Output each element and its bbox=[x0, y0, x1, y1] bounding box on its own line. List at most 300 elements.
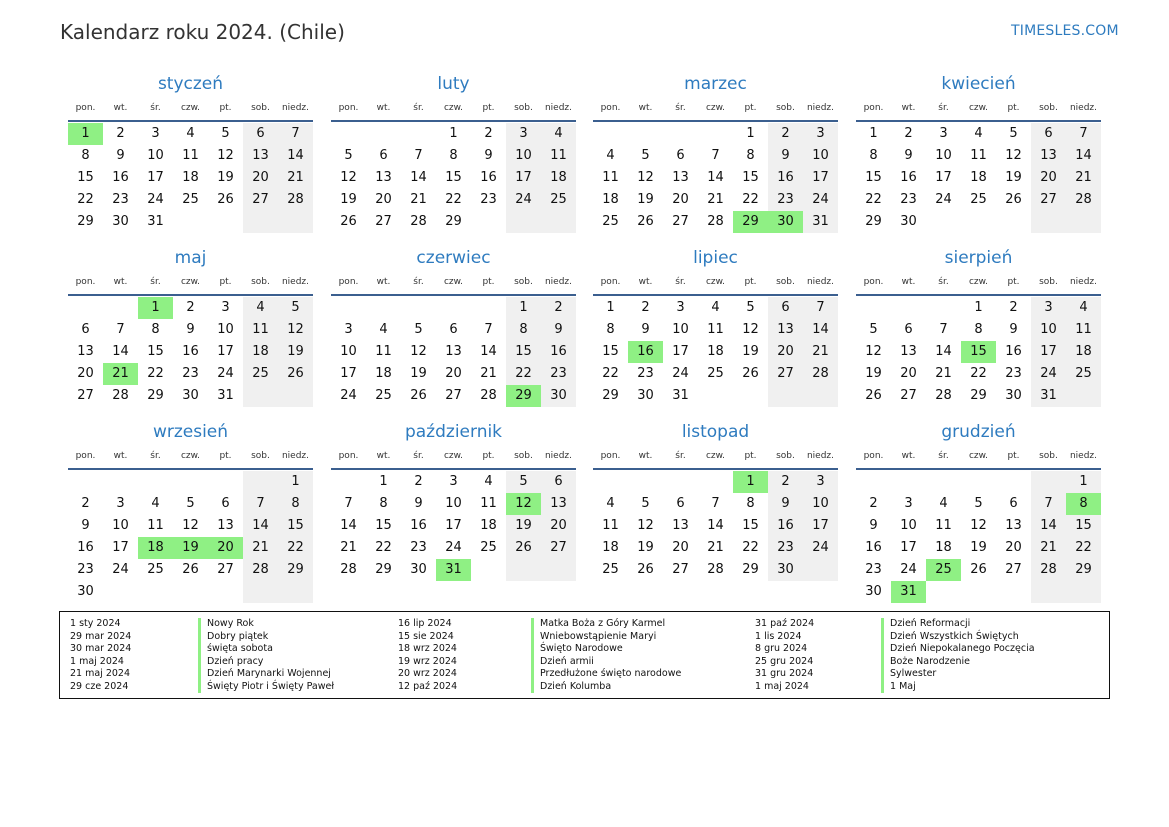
weekday-label: sob. bbox=[1039, 103, 1058, 113]
day-cell: 21 bbox=[480, 366, 497, 381]
day-grid bbox=[68, 123, 313, 233]
day-cell: 28 bbox=[803, 363, 838, 385]
weekday-label: śr. bbox=[938, 103, 949, 113]
day-cell: 5 bbox=[869, 322, 878, 337]
day-cell: 31 bbox=[217, 388, 234, 403]
day-cell: 10 bbox=[340, 344, 357, 359]
empty-cell bbox=[366, 297, 401, 319]
day-cell: 25 bbox=[707, 366, 724, 381]
weekday-label: pt. bbox=[219, 451, 232, 461]
weekday-label: pt. bbox=[1007, 277, 1020, 287]
day-cell: 23 bbox=[410, 540, 427, 555]
day-cell: 22 bbox=[1066, 537, 1101, 559]
empty-cell bbox=[173, 471, 208, 493]
day-cell: 7 bbox=[711, 148, 720, 163]
day-cell: 1 bbox=[606, 300, 615, 315]
day-cell: 11 bbox=[707, 322, 724, 337]
day-cell: 10 bbox=[112, 518, 129, 533]
day-cell: 20 bbox=[541, 515, 576, 537]
day-cell: 3 bbox=[1031, 297, 1066, 319]
weekday-label: pt. bbox=[744, 103, 757, 113]
legend-holiday-name: Święto Narodowe bbox=[531, 643, 681, 656]
weekday-label: niedz. bbox=[806, 451, 835, 461]
legend-date: 25 gru 2024 bbox=[755, 655, 814, 667]
day-cell: 26 bbox=[410, 388, 427, 403]
empty-cell bbox=[733, 385, 768, 407]
day-cell: 25 bbox=[970, 192, 987, 207]
day-cell: 22 bbox=[77, 192, 94, 207]
day-cell: 3 bbox=[676, 300, 685, 315]
legend-date: 20 wrz 2024 bbox=[398, 668, 457, 679]
legend-date: 1 lis 2024 bbox=[755, 630, 802, 642]
empty-cell bbox=[68, 297, 103, 319]
day-cell: 13 bbox=[445, 344, 462, 359]
day-cell: 16 bbox=[182, 344, 199, 359]
site-brand-link[interactable]: TIMESLES.COM bbox=[1011, 23, 1119, 39]
day-cell: 5 bbox=[278, 297, 313, 319]
day-cell: 28 bbox=[935, 388, 952, 403]
day-cell: 3 bbox=[449, 474, 458, 489]
day-cell: 12 bbox=[410, 344, 427, 359]
day-cell: 4 bbox=[974, 126, 983, 141]
day-cell: 1 bbox=[278, 471, 313, 493]
day-cell: 18 bbox=[602, 540, 619, 555]
empty-cell bbox=[471, 211, 506, 233]
day-cell: 9 bbox=[768, 493, 803, 515]
day-cell: 14 bbox=[278, 145, 313, 167]
weekday-header bbox=[331, 444, 576, 470]
holiday-day-cell: 31 bbox=[891, 581, 926, 603]
empty-cell bbox=[138, 471, 173, 493]
legend-date-column bbox=[70, 618, 131, 693]
day-cell: 10 bbox=[147, 148, 164, 163]
day-cell: 17 bbox=[672, 344, 689, 359]
weekday-header bbox=[331, 96, 576, 122]
day-cell: 30 bbox=[865, 584, 882, 599]
day-cell: 10 bbox=[445, 496, 462, 511]
day-cell: 23 bbox=[900, 192, 917, 207]
day-cell: 16 bbox=[541, 341, 576, 363]
weekday-header bbox=[856, 96, 1101, 122]
day-cell: 16 bbox=[112, 170, 129, 185]
holiday-day-cell: 20 bbox=[208, 537, 243, 559]
weekday-label: pt. bbox=[482, 277, 495, 287]
day-cell: 25 bbox=[375, 388, 392, 403]
weekday-label: czw. bbox=[705, 277, 726, 287]
month-block bbox=[593, 420, 838, 581]
day-cell: 22 bbox=[602, 366, 619, 381]
day-cell: 4 bbox=[606, 496, 615, 511]
day-cell: 28 bbox=[480, 388, 497, 403]
day-cell: 12 bbox=[970, 518, 987, 533]
empty-cell bbox=[278, 581, 313, 603]
day-cell: 15 bbox=[147, 344, 164, 359]
empty-cell bbox=[331, 123, 366, 145]
day-cell: 1 bbox=[869, 126, 878, 141]
day-cell: 14 bbox=[707, 518, 724, 533]
day-cell: 29 bbox=[742, 562, 759, 577]
day-cell: 16 bbox=[77, 540, 94, 555]
weekday-label: pon. bbox=[75, 451, 96, 461]
day-cell: 26 bbox=[217, 192, 234, 207]
day-cell: 19 bbox=[410, 366, 427, 381]
day-cell: 9 bbox=[869, 518, 878, 533]
day-cell: 9 bbox=[186, 322, 195, 337]
day-cell: 11 bbox=[602, 170, 619, 185]
day-cell: 28 bbox=[410, 214, 427, 229]
empty-cell bbox=[331, 471, 366, 493]
day-cell: 26 bbox=[637, 214, 654, 229]
day-cell: 16 bbox=[768, 167, 803, 189]
day-cell: 18 bbox=[602, 192, 619, 207]
legend-date: 30 mar 2024 bbox=[70, 643, 132, 654]
day-cell: 11 bbox=[1066, 319, 1101, 341]
holiday-day-cell: 18 bbox=[138, 537, 173, 559]
weekday-label: pon. bbox=[600, 451, 621, 461]
empty-cell bbox=[366, 123, 401, 145]
day-cell: 11 bbox=[541, 145, 576, 167]
day-cell: 17 bbox=[900, 540, 917, 555]
day-cell: 1 bbox=[746, 126, 755, 141]
legend-holiday-name: Dzień Wszystkich Świętych bbox=[881, 631, 1035, 644]
empty-cell bbox=[663, 471, 698, 493]
weekday-header bbox=[856, 270, 1101, 296]
day-cell: 21 bbox=[803, 341, 838, 363]
day-cell: 18 bbox=[375, 366, 392, 381]
weekday-label: czw. bbox=[705, 451, 726, 461]
day-cell: 15 bbox=[742, 518, 759, 533]
day-cell: 17 bbox=[147, 170, 164, 185]
day-cell: 10 bbox=[506, 145, 541, 167]
day-cell: 3 bbox=[344, 322, 353, 337]
day-cell: 23 bbox=[637, 366, 654, 381]
day-cell: 24 bbox=[445, 540, 462, 555]
month-block bbox=[68, 72, 313, 233]
day-cell: 13 bbox=[1005, 518, 1022, 533]
day-cell: 7 bbox=[803, 297, 838, 319]
day-cell: 27 bbox=[900, 388, 917, 403]
month-block bbox=[68, 246, 313, 407]
day-cell: 19 bbox=[1005, 170, 1022, 185]
empty-cell bbox=[698, 385, 733, 407]
day-cell: 16 bbox=[768, 515, 803, 537]
day-cell: 7 bbox=[116, 322, 125, 337]
empty-cell bbox=[243, 211, 278, 233]
day-cell: 5 bbox=[641, 496, 650, 511]
month-name: listopad bbox=[681, 422, 750, 442]
day-grid bbox=[593, 297, 838, 407]
weekday-label: czw. bbox=[180, 277, 201, 287]
day-cell: 19 bbox=[865, 366, 882, 381]
day-cell: 27 bbox=[541, 537, 576, 559]
day-cell: 8 bbox=[746, 148, 755, 163]
day-cell: 24 bbox=[935, 192, 952, 207]
empty-cell bbox=[506, 211, 541, 233]
legend-holiday-name: Dzień Kolumba bbox=[531, 681, 681, 694]
day-cell: 1 bbox=[449, 126, 458, 141]
day-cell: 1 bbox=[1066, 471, 1101, 493]
day-cell: 23 bbox=[77, 562, 94, 577]
holiday-day-cell: 16 bbox=[628, 341, 663, 363]
empty-cell bbox=[698, 123, 733, 145]
day-cell: 23 bbox=[480, 192, 497, 207]
month-name: grudzień bbox=[941, 422, 1016, 442]
legend-holiday-name: Wniebowstąpienie Maryi bbox=[531, 631, 681, 644]
day-cell: 4 bbox=[1066, 297, 1101, 319]
empty-cell bbox=[803, 385, 838, 407]
legend-date: 19 wrz 2024 bbox=[398, 655, 457, 667]
day-cell: 30 bbox=[768, 559, 803, 581]
day-cell: 25 bbox=[1066, 363, 1101, 385]
empty-cell bbox=[208, 211, 243, 233]
day-cell: 2 bbox=[186, 300, 195, 315]
legend-date: 15 sie 2024 bbox=[398, 630, 454, 642]
day-cell: 28 bbox=[707, 562, 724, 577]
day-cell: 12 bbox=[1005, 148, 1022, 163]
day-cell: 17 bbox=[803, 167, 838, 189]
day-cell: 8 bbox=[379, 496, 388, 511]
empty-cell bbox=[243, 385, 278, 407]
day-cell: 9 bbox=[81, 518, 90, 533]
weekday-label: wt. bbox=[638, 103, 653, 113]
weekday-label: niedz. bbox=[544, 103, 573, 113]
weekday-label: wt. bbox=[113, 451, 128, 461]
day-cell: 18 bbox=[243, 341, 278, 363]
day-cell: 8 bbox=[746, 496, 755, 511]
day-cell: 7 bbox=[243, 493, 278, 515]
day-grid bbox=[331, 471, 576, 581]
day-cell: 12 bbox=[217, 148, 234, 163]
day-cell: 24 bbox=[112, 562, 129, 577]
holiday-day-cell: 1 bbox=[68, 123, 103, 145]
day-cell: 12 bbox=[742, 322, 759, 337]
weekday-label: niedz. bbox=[544, 277, 573, 287]
day-cell: 20 bbox=[243, 167, 278, 189]
day-cell: 27 bbox=[1005, 562, 1022, 577]
day-cell: 11 bbox=[480, 496, 497, 511]
day-cell: 26 bbox=[340, 214, 357, 229]
day-cell: 6 bbox=[243, 123, 278, 145]
empty-cell bbox=[996, 211, 1031, 233]
day-cell: 20 bbox=[672, 192, 689, 207]
legend-holiday-name: Dzień Marynarki Wojennej bbox=[198, 668, 334, 681]
day-cell: 25 bbox=[602, 562, 619, 577]
legend-holiday-name: Dzień pracy bbox=[198, 656, 334, 669]
weekday-label: pt. bbox=[482, 103, 495, 113]
month-block bbox=[331, 246, 576, 407]
empty-cell bbox=[996, 471, 1031, 493]
empty-cell bbox=[208, 581, 243, 603]
holiday-day-cell: 21 bbox=[103, 363, 138, 385]
weekday-label: czw. bbox=[443, 451, 464, 461]
day-cell: 24 bbox=[672, 366, 689, 381]
empty-cell bbox=[173, 211, 208, 233]
legend-holiday-name: Matka Boża z Góry Karmel bbox=[531, 618, 681, 631]
weekday-header bbox=[593, 444, 838, 470]
day-cell: 14 bbox=[340, 518, 357, 533]
day-cell: 21 bbox=[935, 366, 952, 381]
day-cell: 31 bbox=[672, 388, 689, 403]
month-name: lipiec bbox=[693, 248, 738, 268]
day-grid bbox=[331, 123, 576, 233]
day-cell: 20 bbox=[900, 366, 917, 381]
day-cell: 2 bbox=[116, 126, 125, 141]
day-cell: 18 bbox=[970, 170, 987, 185]
page-title: Kalendarz roku 2024. (Chile) bbox=[60, 20, 345, 44]
empty-cell bbox=[278, 385, 313, 407]
legend-holiday-name: Sylwester bbox=[881, 668, 1035, 681]
day-grid bbox=[856, 471, 1101, 603]
legend-holiday-name: Dobry piątek bbox=[198, 631, 334, 644]
legend-name-column bbox=[198, 618, 334, 693]
weekday-label: śr. bbox=[150, 451, 161, 461]
weekday-label: wt. bbox=[376, 277, 391, 287]
empty-cell bbox=[103, 297, 138, 319]
weekday-label: sob. bbox=[1039, 277, 1058, 287]
weekday-label: niedz. bbox=[806, 277, 835, 287]
day-cell: 8 bbox=[81, 148, 90, 163]
day-cell: 16 bbox=[865, 540, 882, 555]
empty-cell bbox=[173, 581, 208, 603]
empty-cell bbox=[208, 471, 243, 493]
legend-date: 29 mar 2024 bbox=[70, 630, 132, 642]
day-cell: 18 bbox=[541, 167, 576, 189]
day-cell: 27 bbox=[768, 363, 803, 385]
weekday-label: pon. bbox=[75, 103, 96, 113]
legend-date: 31 gru 2024 bbox=[755, 668, 814, 679]
day-cell: 24 bbox=[803, 537, 838, 559]
weekday-label: śr. bbox=[675, 103, 686, 113]
day-cell: 29 bbox=[375, 562, 392, 577]
day-cell: 4 bbox=[151, 496, 160, 511]
empty-cell bbox=[961, 211, 996, 233]
month-block bbox=[856, 72, 1101, 233]
empty-cell bbox=[103, 581, 138, 603]
day-cell: 4 bbox=[541, 123, 576, 145]
legend-holiday-name: Nowy Rok bbox=[198, 618, 334, 631]
weekday-label: wt. bbox=[113, 103, 128, 113]
day-cell: 18 bbox=[182, 170, 199, 185]
day-cell: 9 bbox=[414, 496, 423, 511]
day-cell: 14 bbox=[803, 319, 838, 341]
day-cell: 17 bbox=[803, 515, 838, 537]
day-cell: 1 bbox=[974, 300, 983, 315]
weekday-label: niedz. bbox=[544, 451, 573, 461]
empty-cell bbox=[628, 471, 663, 493]
day-cell: 25 bbox=[243, 363, 278, 385]
day-cell: 15 bbox=[602, 344, 619, 359]
day-cell: 27 bbox=[672, 214, 689, 229]
day-grid bbox=[856, 297, 1101, 407]
day-cell: 2 bbox=[1009, 300, 1018, 315]
day-cell: 21 bbox=[1066, 167, 1101, 189]
day-cell: 17 bbox=[1031, 341, 1066, 363]
day-cell: 15 bbox=[506, 341, 541, 363]
day-cell: 29 bbox=[278, 559, 313, 581]
weekday-label: niedz. bbox=[281, 103, 310, 113]
weekday-label: śr. bbox=[413, 277, 424, 287]
legend-holiday-name: Dzień Niepokalanego Poczęcia bbox=[881, 643, 1035, 656]
weekday-label: pon. bbox=[75, 277, 96, 287]
day-cell: 9 bbox=[1009, 322, 1018, 337]
day-cell: 9 bbox=[484, 148, 493, 163]
day-cell: 5 bbox=[344, 148, 353, 163]
weekday-label: pon. bbox=[863, 103, 884, 113]
weekday-label: pon. bbox=[338, 103, 359, 113]
legend-date: 16 lip 2024 bbox=[398, 618, 452, 629]
day-cell: 25 bbox=[182, 192, 199, 207]
weekday-header bbox=[68, 270, 313, 296]
weekday-label: czw. bbox=[968, 277, 989, 287]
month-name: maj bbox=[174, 248, 207, 268]
day-cell: 26 bbox=[182, 562, 199, 577]
day-cell: 13 bbox=[768, 319, 803, 341]
legend-date: 1 sty 2024 bbox=[70, 618, 121, 629]
day-cell: 22 bbox=[278, 537, 313, 559]
day-cell: 11 bbox=[182, 148, 199, 163]
day-cell: 6 bbox=[81, 322, 90, 337]
day-cell: 11 bbox=[935, 518, 952, 533]
empty-cell bbox=[628, 123, 663, 145]
day-cell: 17 bbox=[935, 170, 952, 185]
day-cell: 24 bbox=[900, 562, 917, 577]
day-cell: 20 bbox=[768, 341, 803, 363]
weekday-label: śr. bbox=[150, 103, 161, 113]
weekday-label: czw. bbox=[180, 103, 201, 113]
month-name: kwiecień bbox=[941, 74, 1016, 94]
weekday-label: sob. bbox=[1039, 451, 1058, 461]
weekday-header bbox=[68, 444, 313, 470]
empty-cell bbox=[471, 297, 506, 319]
weekday-label: pon. bbox=[338, 451, 359, 461]
day-cell: 31 bbox=[803, 211, 838, 233]
day-cell: 16 bbox=[1005, 344, 1022, 359]
day-cell: 2 bbox=[641, 300, 650, 315]
weekday-label: niedz. bbox=[1069, 103, 1098, 113]
day-cell: 20 bbox=[1005, 540, 1022, 555]
day-cell: 6 bbox=[541, 471, 576, 493]
day-cell: 19 bbox=[278, 341, 313, 363]
day-cell: 4 bbox=[939, 496, 948, 511]
day-cell: 29 bbox=[147, 388, 164, 403]
day-cell: 23 bbox=[768, 189, 803, 211]
weekday-label: czw. bbox=[443, 103, 464, 113]
day-cell: 8 bbox=[974, 322, 983, 337]
empty-cell bbox=[593, 123, 628, 145]
weekday-label: niedz. bbox=[281, 277, 310, 287]
day-cell: 29 bbox=[602, 388, 619, 403]
weekday-header bbox=[593, 96, 838, 122]
day-cell: 15 bbox=[445, 170, 462, 185]
day-cell: 3 bbox=[803, 123, 838, 145]
day-cell: 29 bbox=[77, 214, 94, 229]
weekday-label: wt. bbox=[901, 103, 916, 113]
weekday-label: niedz. bbox=[1069, 277, 1098, 287]
day-grid bbox=[593, 123, 838, 233]
day-cell: 15 bbox=[375, 518, 392, 533]
day-cell: 18 bbox=[935, 540, 952, 555]
weekday-label: sob. bbox=[251, 277, 270, 287]
day-cell: 3 bbox=[221, 300, 230, 315]
day-cell: 23 bbox=[112, 192, 129, 207]
holiday-day-cell: 31 bbox=[436, 559, 471, 581]
holiday-day-cell: 25 bbox=[926, 559, 961, 581]
legend-date-column bbox=[755, 618, 814, 693]
weekday-label: pt. bbox=[219, 277, 232, 287]
weekday-label: sob. bbox=[776, 103, 795, 113]
empty-cell bbox=[436, 297, 471, 319]
day-cell: 23 bbox=[541, 363, 576, 385]
